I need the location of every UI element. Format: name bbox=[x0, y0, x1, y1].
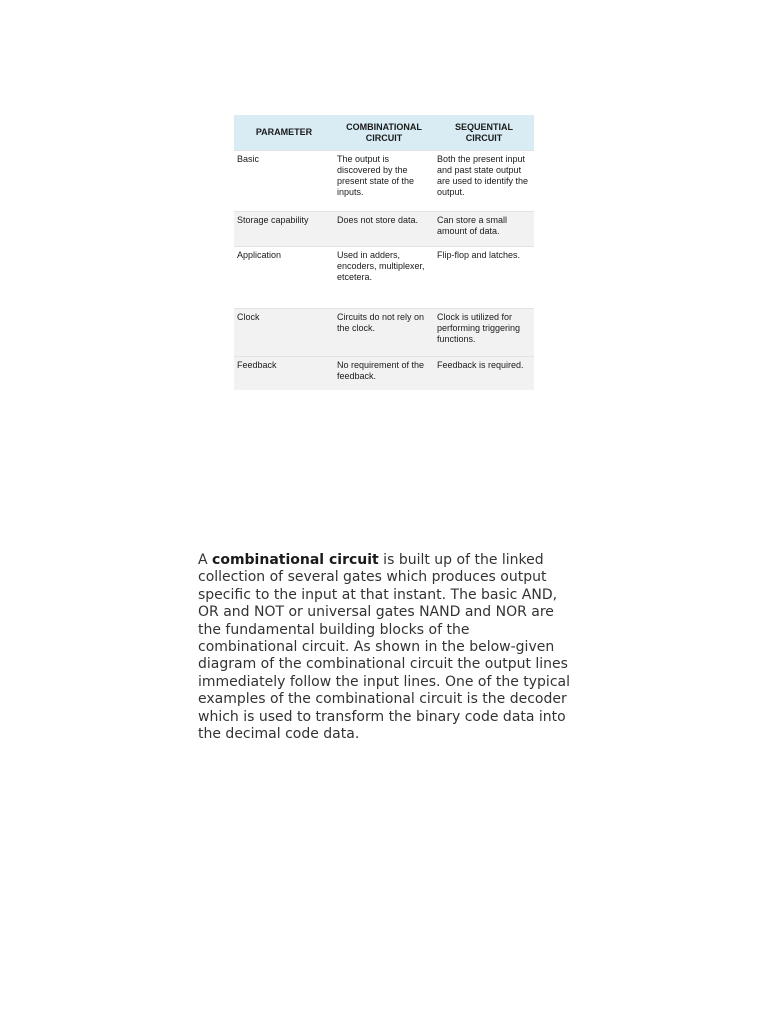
row-sequential-cell: Can store a small amount of data. bbox=[434, 212, 534, 247]
table-row bbox=[234, 309, 534, 357]
row-sequential-cell: Feedback is required. bbox=[434, 357, 534, 391]
paragraph-lead: A bbox=[198, 552, 213, 568]
header-parameter: PARAMETER bbox=[234, 115, 334, 151]
row-combinational-cell: No requirement of the feedback. bbox=[334, 357, 434, 391]
row-parameter-cell: Basic bbox=[234, 151, 334, 212]
row-sequential-cell: Clock is utilized for performing triggering functions. bbox=[434, 309, 534, 357]
header-sequential-circuit: SEQUENTIAL CIRCUIT bbox=[434, 115, 534, 151]
table-header-row bbox=[234, 115, 534, 151]
row-sequential-cell: Flip-flop and latches. bbox=[434, 247, 534, 309]
row-combinational-cell: Circuits do not rely on the clock. bbox=[334, 309, 434, 357]
paragraph-bold-term: combinational circuit bbox=[212, 552, 379, 568]
comparison-table bbox=[234, 115, 534, 390]
row-parameter-cell: Feedback bbox=[234, 357, 334, 391]
header-combinational-circuit: COMBINATIONAL CIRCUIT bbox=[334, 115, 434, 151]
paragraph-text: is built up of the linked collection of several gates which produces output specific to the input at that instant. The basic AND, OR and NOT or universal gates NAND and NOR are the fundamental building blocks of the combinational circuit. As shown in the below-given diagram of the combinational circuit the output lines immediately follow the input lines. One of the typical examples of the combinational circuit is the decoder which is used to transform the binary code data into the decimal code data. bbox=[198, 552, 570, 743]
table-row bbox=[234, 151, 534, 212]
row-parameter-cell: Application bbox=[234, 247, 334, 309]
row-parameter-cell: Clock bbox=[234, 309, 334, 357]
table-header bbox=[234, 115, 534, 151]
table-body bbox=[234, 151, 534, 391]
row-parameter-cell: Storage capability bbox=[234, 212, 334, 247]
body-paragraph bbox=[198, 552, 570, 743]
table-row bbox=[234, 357, 534, 391]
row-sequential-cell: Both the present input and past state output are used to identify the output. bbox=[434, 151, 534, 212]
row-combinational-cell: The output is discovered by the present state of the inputs. bbox=[334, 151, 434, 212]
table-row bbox=[234, 212, 534, 247]
row-combinational-cell: Used in adders, encoders, multiplexer, etcetera. bbox=[334, 247, 434, 309]
row-combinational-cell: Does not store data. bbox=[334, 212, 434, 247]
table-row bbox=[234, 247, 534, 309]
